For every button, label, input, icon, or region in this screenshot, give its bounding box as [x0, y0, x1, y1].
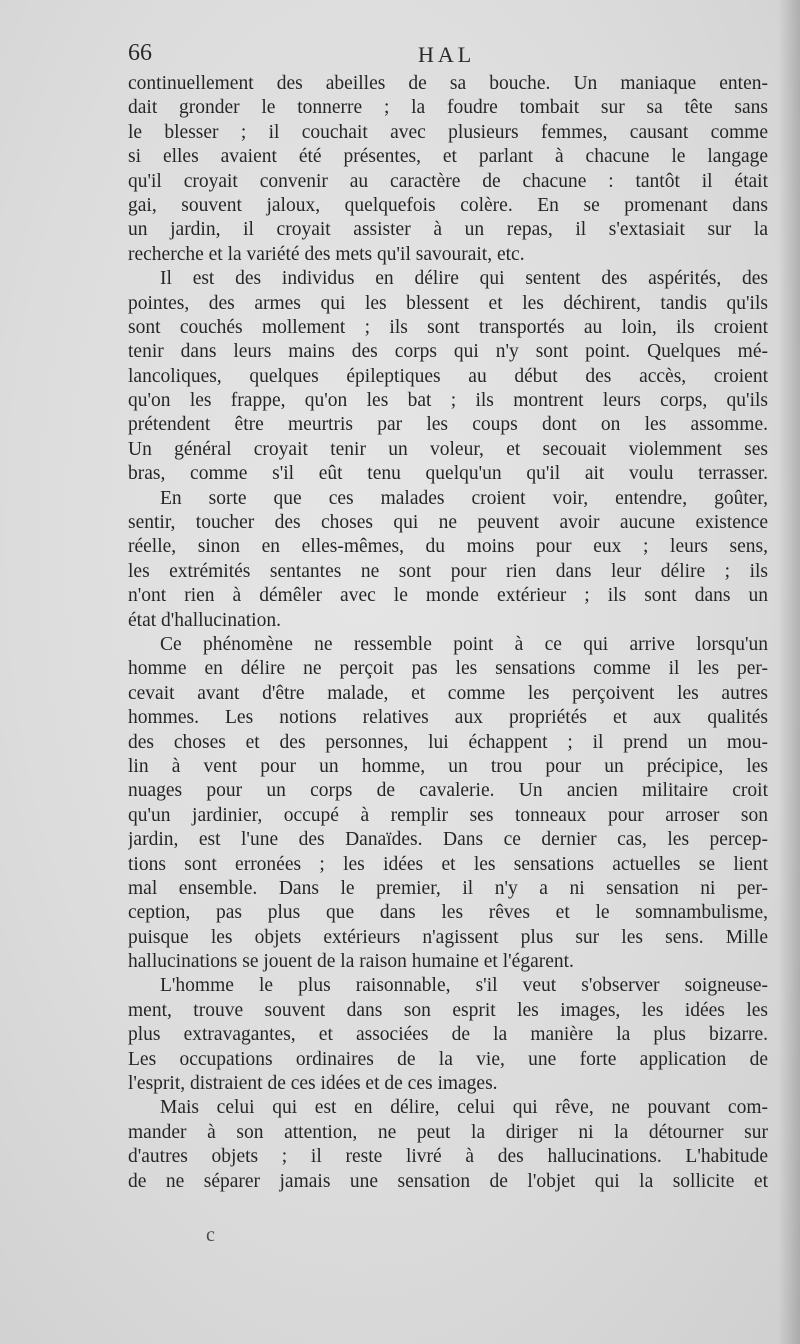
text-line: mander à son attention, ne peut la diriger ni la détourner sur — [128, 1121, 768, 1143]
body-text — [128, 72, 768, 1194]
text-line: Un général croyait tenir un voleur, et secouait violemment ses — [128, 438, 768, 460]
text-line: sentir, toucher des choses qui ne peuvent avoir aucune existence — [128, 512, 768, 534]
signature-mark: c — [206, 1224, 215, 1246]
text-line: hommes. Les notions relatives aux propriétés et aux qualités — [128, 707, 768, 729]
text-line: En sorte que ces malades croient voir, entendre, goûter, — [160, 487, 768, 509]
text-line: homme en délire ne perçoit pas les sensations comme il les per- — [128, 658, 768, 680]
text-line: qu'il croyait convenir au caractère de chacune : tantôt il était — [128, 170, 768, 192]
text-line: d'autres objets ; il reste livré à des hallucinations. L'habitude — [128, 1146, 768, 1168]
text-line: tenir dans leurs mains des corps qui n'y sont point. Quelques mé- — [128, 341, 768, 363]
page-header — [128, 40, 768, 70]
text-line: Les occupations ordinaires de la vie, une forte application de — [128, 1048, 768, 1070]
text-line: réelle, sinon en elles-mêmes, du moins pour eux ; leurs sens, — [128, 536, 768, 558]
text-line: état d'hallucination. — [128, 609, 281, 631]
text-line: si elles avaient été présentes, et parlant à chacune le langage — [128, 146, 768, 168]
text-line: cevait avant d'être malade, et comme les perçoivent les autres — [128, 682, 768, 704]
text-line: Ce phénomène ne ressemble point à ce qui arrive lorsqu'un — [160, 633, 768, 655]
text-line: lin à vent pour un homme, un trou pour un précipice, les — [128, 755, 768, 777]
text-line: l'esprit, distraient de ces idées et de ces images. — [128, 1073, 498, 1095]
text-line: un jardin, il croyait assister à un repas, il s'extasiait sur la — [128, 219, 768, 241]
text-line: n'ont rien à démêler avec le monde extérieur ; ils sont dans un — [128, 585, 768, 607]
text-line: sont couchés mollement ; ils sont transportés au loin, ils croient — [128, 316, 768, 338]
text-line: continuellement des abeilles de sa bouche. Un maniaque enten- — [128, 73, 768, 94]
text-line: dait gronder le tonnerre ; la foudre tombait sur sa tête sans — [128, 97, 768, 119]
text-line: pointes, des armes qui les blessent et les déchirent, tandis qu'ils — [128, 292, 768, 314]
page-edge-shadow — [778, 0, 800, 1344]
text-line: L'homme le plus raisonnable, s'il veut s'observer soigneuse- — [160, 975, 768, 997]
text-line: jardin, est l'une des Danaïdes. Dans ce dernier cas, les percep- — [128, 829, 768, 851]
text-line: les extrémités sentantes ne sont pour rien dans leur délire ; ils — [128, 560, 768, 582]
text-line: plus extravagantes, et associées de la manière la plus bizarre. — [128, 1024, 768, 1046]
text-line: nuages pour un corps de cavalerie. Un ancien militaire croit — [128, 780, 768, 802]
text-line: tions sont erronées ; les idées et les sensations actuelles se lient — [128, 853, 768, 875]
text-line: hallucinations se jouent de la raison humaine et l'égarent. — [128, 951, 574, 973]
text-line: bras, comme s'il eût tenu quelqu'un qu'il ait voulu terrasser. — [128, 463, 768, 485]
text-line: ment, trouve souvent dans son esprit les images, les idées les — [128, 999, 768, 1021]
text-line: qu'on les frappe, qu'on les bat ; ils montrent leurs corps, qu'ils — [128, 390, 768, 412]
text-line: puisque les objets extérieurs n'agissent plus sur les sens. Mille — [128, 926, 768, 948]
text-line: ception, pas plus que dans les rêves et le somnambulisme, — [128, 902, 768, 924]
text-line: Il est des individus en délire qui sentent des aspérités, des — [160, 268, 768, 290]
text-line: mal ensemble. Dans le premier, il n'y a ni sensation ni per- — [128, 877, 768, 899]
text-line: le blesser ; il couchait avec plusieurs femmes, causant comme — [128, 121, 768, 143]
text-line: prétendent être meurtris par les coups dont on les assomme. — [128, 414, 768, 436]
running-head: HAL — [418, 42, 476, 67]
page-number: 66 — [128, 40, 152, 66]
text-line: qu'un jardinier, occupé à remplir ses tonneaux pour arroser son — [128, 804, 768, 826]
text-line: Mais celui qui est en délire, celui qui rêve, ne pouvant com- — [160, 1097, 768, 1119]
text-line: gai, souvent jaloux, quelquefois colère. En se promenant dans — [128, 194, 768, 216]
text-line: recherche et la variété des mets qu'il savourait, etc. — [128, 243, 525, 265]
text-line: des choses et des personnes, lui échappent ; il prend un mou- — [128, 731, 768, 753]
text-line: de ne séparer jamais une sensation de l'objet qui la sollicite et — [128, 1170, 768, 1192]
text-line: lancoliques, quelques épileptiques au début des accès, croient — [128, 365, 768, 387]
